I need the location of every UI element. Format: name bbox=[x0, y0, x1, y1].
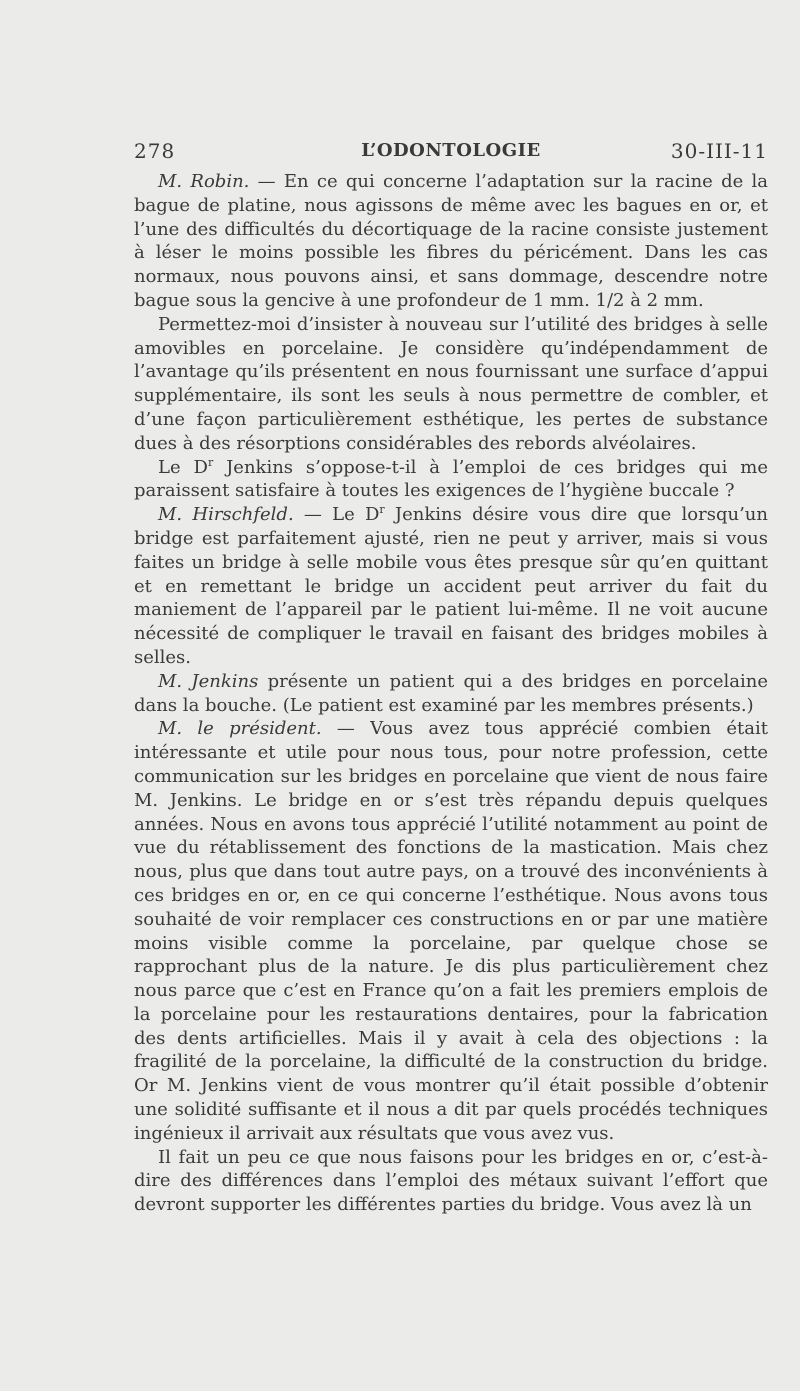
paragraph-text: Le D bbox=[158, 456, 208, 478]
paragraph-text: présente un patient qui a des bridges en porcelaine dans la bouche. (Le patient est examiné par les membres présents.) bbox=[134, 670, 768, 716]
paragraph-robin bbox=[134, 170, 768, 313]
paragraph-president bbox=[134, 717, 768, 1145]
superscript: r bbox=[207, 455, 214, 469]
superscript: r bbox=[379, 503, 385, 517]
paragraph-text: Jenkins désire vous dire que lorsqu’un bridge est parfaitement ajusté, rien ne peut y arriver, mais si vous faites un bridge à selle mobile vous êtes presque sûr qu’en quittant et en remettant le bridge un accident peut arriver du fait du maniement de l’appareil par le patient lui-même. Il ne voit aucune nécessité de compliquer le travail en faisant des bridges mobiles à selles. bbox=[134, 504, 768, 668]
paragraph-jenkins bbox=[134, 670, 768, 718]
body-text bbox=[134, 170, 768, 1217]
speaker-name: M. le président. bbox=[158, 718, 322, 740]
paragraph-porcelain-bridges bbox=[134, 313, 768, 456]
paragraph-text: — En ce qui concerne l’adaptation sur la racine de la bague de platine, nous agissons de même avec les bagues en or, et l’une des difficultés du décortiquage de la racine consiste justement à léser le moins possible les fibres du péricément. Dans les cas normaux, nous pouvons ainsi, et sans dommage, descendre notre bague sous la gencive à une profondeur de 1 mm. 1/2 à 2 mm. bbox=[134, 171, 768, 311]
page-number: 278 bbox=[134, 139, 176, 163]
paragraph-text: Jenkins s’oppose-t-il à l’emploi de ces bridges qui me paraissent satisfaire à toutes les exigences de l’hygiène buccale ? bbox=[134, 456, 768, 502]
paragraph-text: — Le D bbox=[293, 504, 380, 526]
paragraph-question-jenkins bbox=[134, 456, 768, 504]
paragraph-text: — Vous avez tous apprécié combien était intéressante et utile pour nous tous, pour notre profession, cette communication sur les bridges en porcelaine que vient de nous faire M. Jenkins. Le bridge en or s’est très répandu depuis quelques années. Nous en avons tous apprécié l’utilité notamment au point de vue du rétablissement des fonctions de la mastication. Mais chez nous, plus que dans tout autre pays, on a trouvé des inconvénients à ces bridges en or, en ce qui concerne l’esthétique. Nous avons tous souhaité de voir remplacer ces constructions en or par une matière moins visible comme la porcelaine, par quelque chose se rapprochant plus de la nature. Je dis plus particulièrement chez nous parce que c’est en France qu’on a fait les premiers emplois de la porcelaine pour les restaurations dentaires, pour la fabrication des dents artificielles. Mais il y avait à cela des objections : la fragilité de la porcelaine, la difficulté de la construction du bridge. Or M. Jenkins vient de vous montrer qu’il était possible d’obtenir une solidité suffisante et il nous a dit par quels procédés techniques ingénieux il arrivait aux résultats que vous avez vus. bbox=[134, 718, 768, 1144]
paragraph-gold-bridges bbox=[134, 1146, 768, 1217]
issue-date: 30-III-11 bbox=[670, 139, 768, 163]
journal-title: L’ODONTOLOGIE bbox=[361, 140, 541, 161]
paragraph-text: Permettez-moi d’insister à nouveau sur l’utilité des bridges à selle amovibles en porcelaine. Je considère qu’indépendamment de l’avantage qu’ils présentent en nous fournissant une surface d’appui supplémentaire, ils sont les seuls à nous permettre de combler, et d’une façon particulièrement esthétique, les pertes de substance dues à des résorptions considérables des rebords alvéolaires. bbox=[134, 313, 768, 454]
speaker-name: M. Jenkins bbox=[158, 670, 259, 692]
running-header bbox=[134, 138, 768, 164]
speaker-name: M. Robin. bbox=[158, 171, 250, 192]
paragraph-text: Il fait un peu ce que nous faisons pour les bridges en or, c’est-à-dire des différences dans l’emploi des métaux suivant l’effort que devront supporter les différentes parties du bridge. Vous avez là un bbox=[134, 1146, 768, 1216]
paragraph-hirschfeld bbox=[134, 503, 768, 670]
speaker-name: M. Hirschfeld. bbox=[158, 504, 294, 526]
